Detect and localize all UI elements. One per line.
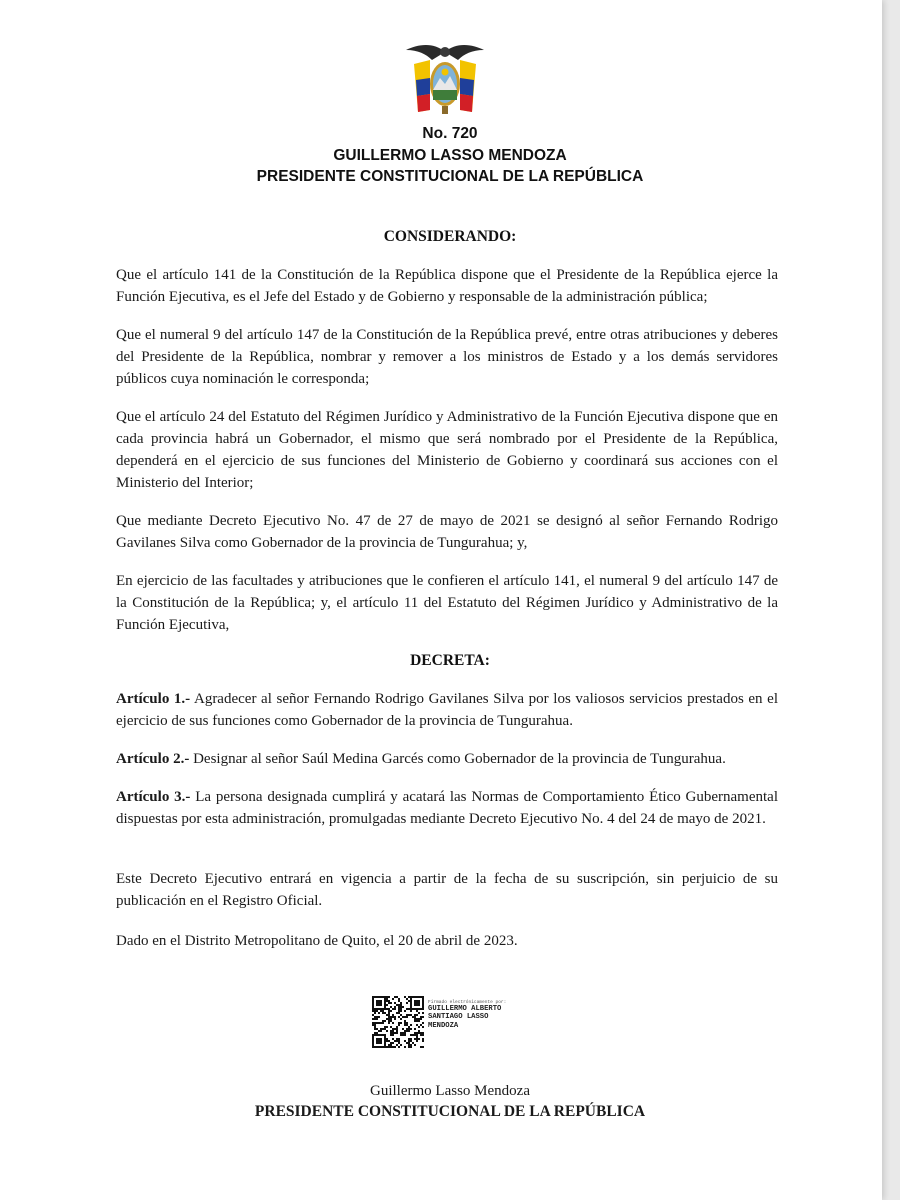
vigencia-paragraph: Este Decreto Ejecutivo entrará en vigencia a partir de la fecha de su suscripción, sin perjuicio de su publicación en el Registro Oficial.: [116, 871, 778, 909]
article-3-text: La persona designada cumplirá y acatará las Normas de Comportamiento Ético Gubernamental dispuestas por esta administración, promulgadas mediante Decreto Ejecutivo No. 4 del 24 de mayo de 2021.: [116, 789, 778, 827]
article-1-label: Artículo 1.-: [116, 691, 191, 707]
signer-role: PRESIDENTE CONSTITUCIONAL DE LA REPÚBLICA: [254, 1103, 646, 1120]
qr-code-icon: [372, 996, 424, 1048]
article-1-text: Agradecer al señor Fernando Rodrigo Gavilanes Silva por los valiosos servicios prestados en el ejercicio de sus funciones como Gobernador de la provincia de Tungurahua.: [116, 691, 778, 729]
signature-stamp-text: [428, 1000, 532, 1030]
president-name-header: GUILLERMO LASSO MENDOZA: [333, 147, 567, 164]
article-3-label: Artículo 3.-: [116, 789, 191, 805]
considerando-paragraph-2: Que el numeral 9 del artículo 147 de la Constitución de la República prevé, entre otras atribuciones y deberes del Presidente de la República, nombrar y remover a los ministros de Estado y a los demás servidores públicos cuya nominación le corresponda;: [116, 327, 778, 387]
article-2-label: Artículo 2.-: [116, 751, 190, 767]
stamp-line-3: MENDOZA: [428, 1021, 459, 1030]
article-3: [116, 786, 778, 830]
coat-of-arms-icon: [404, 40, 486, 116]
article-2-text: Designar al señor Saúl Medina Garcés como Gobernador de la provincia de Tungurahua.: [193, 751, 726, 767]
article-1: [116, 688, 778, 732]
considerando-paragraph-1: Que el artículo 141 de la Constitución de la República dispone que el Presidente de la República ejerce la Función Ejecutiva, es el Jefe del Estado y de Gobierno y responsable de la administración pública;: [116, 267, 778, 305]
electronic-signature-stamp: [372, 996, 532, 1052]
decreta-title: DECRETA:: [410, 652, 490, 669]
considerando-paragraph-4: Que mediante Decreto Ejecutivo No. 47 de 27 de mayo de 2021 se designó al señor Fernando Rodrigo Gavilanes Silva como Gobernador de la provincia de Tungurahua; y,: [116, 513, 778, 551]
considerando-paragraph-3: Que el artículo 24 del Estatuto del Régimen Jurídico y Administrativo de la Función Ejecutiva dispone que en cada provincia habrá un Gobernador, el mismo que será nombrado por el Presidente de la República, dependerá en el ejercicio de sus funciones del Ministerio de Gobierno y coordinará sus acciones con el Ministerio del Interior;: [116, 409, 778, 491]
signer-name: Guillermo Lasso Mendoza: [370, 1083, 530, 1099]
dado-paragraph: Dado en el Distrito Metropolitano de Quito, el 20 de abril de 2023.: [116, 933, 518, 949]
article-2: [116, 748, 778, 770]
considerando-title: CONSIDERANDO:: [383, 228, 517, 245]
considerando-paragraph-5: En ejercicio de las facultades y atribuciones que le confieren el artículo 141, el numeral 9 del artículo 147 de la Constitución de la República; y, el artículo 11 del Estatuto del Régimen Jurídico y Administrativo de la Función Ejecutiva,: [116, 573, 778, 633]
decree-number: No. 720: [422, 125, 478, 142]
stamp-small-text: Firmado electrónicamente por:: [428, 1000, 507, 1005]
stamp-line-2: SANTIAGO LASSO: [428, 1013, 489, 1022]
stamp-line-1: GUILLERMO ALBERTO: [428, 1005, 502, 1013]
president-title-header: PRESIDENTE CONSTITUCIONAL DE LA REPÚBLICA: [256, 168, 644, 185]
